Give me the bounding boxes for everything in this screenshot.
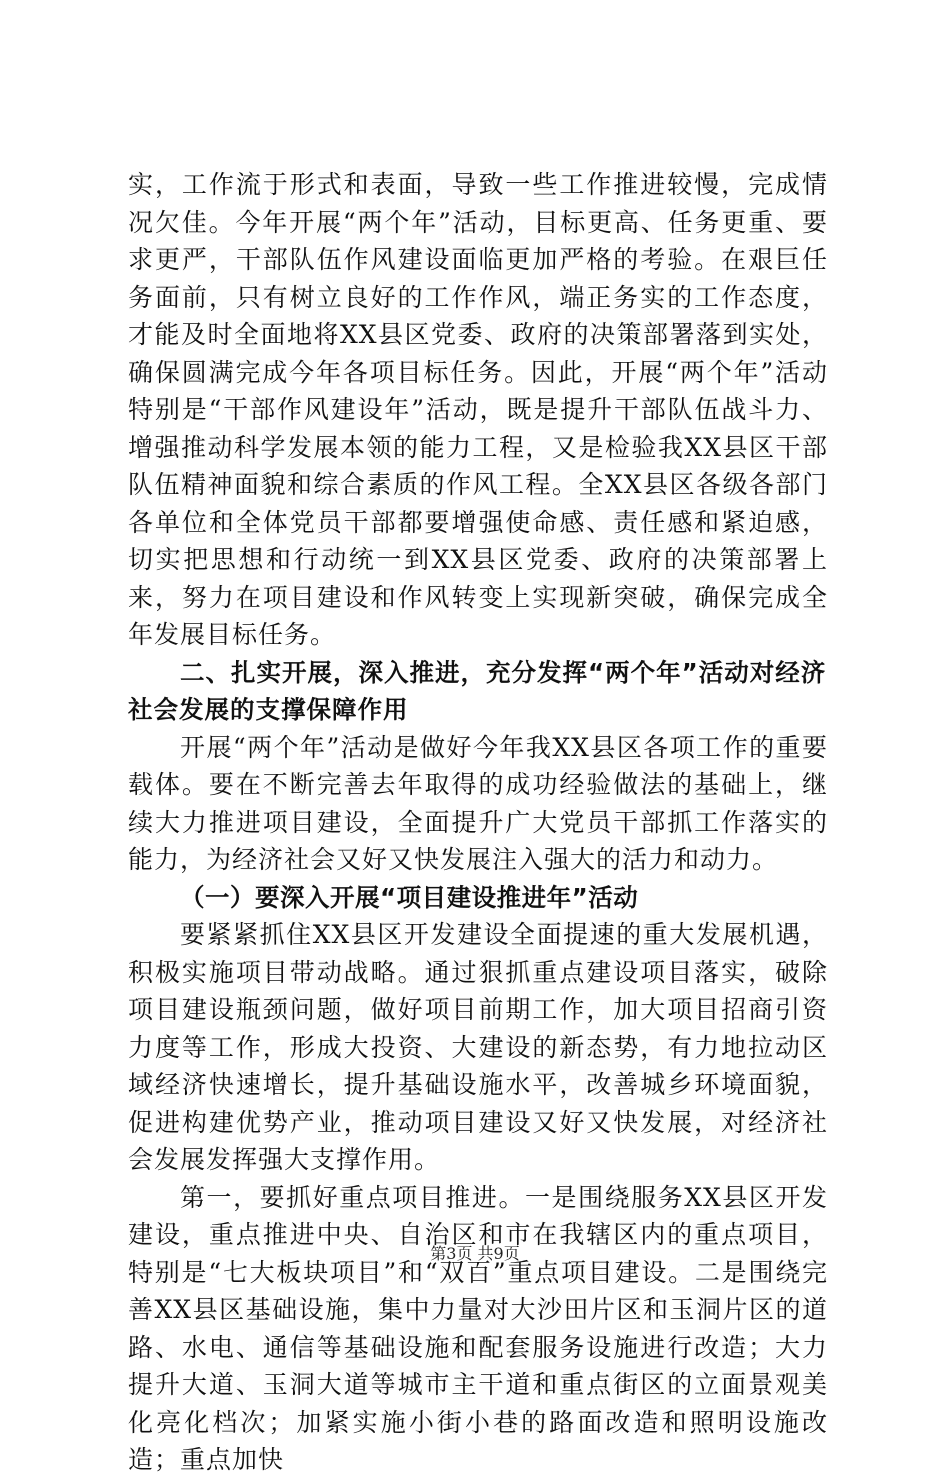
body-paragraph: 开展“两个年”活动是做好今年我XX县区各项工作的重要载体。要在不断完善去年取得的成功经验做法的基础上，继续大力推进项目建设，全面提升广大党员干部抓工作落实的能力，为经济社会又好又快发展注入强大的活力和动力。 xyxy=(128,732,828,874)
subsection-heading: （一）要深入开展“项目建设推进年”活动 xyxy=(180,882,639,912)
body-paragraph: 实，工作流于形式和表面，导致一些工作推进较慢，完成情况欠佳。今年开展“两个年”活动，目标更高、任务更重、要求更严，干部队伍作风建设面临更加严格的考验。在艰巨任务面前，只有树立良好的工作作风，端正务实的工作态度，才能及时全面地将XX县区党委、政府的决策部署落到实处，确保圆满完成今年各项目标任务。因此，开展“两个年”活动特别是“干部作风建设年”活动，既是提升干部队伍战斗力、增强推动科学发展本领的能力工程，又是检验我XX县区干部队伍精神面貌和综合素质的作风工程。全XX县区各级各部门各单位和全体党员干部都要增强使命感、责任感和紧迫感，切实把思想和行动统一到XX县区党委、政府的决策部署上来，努力在项目建设和作风转变上实现新突破，确保完成全年发展目标任务。 xyxy=(128,170,828,649)
body-paragraph: 要紧紧抓住XX县区开发建设全面提速的重大发展机遇，积极实施项目带动战略。通过狠抓重点建设项目落实，破除项目建设瓶颈问题，做好项目前期工作，加大项目招商引资力度等工作，形成大投资、大建设的新态势，有力地拉动区域经济快速增长，提升基础设施水平，改善城乡环境面貌，促进构建优势产业，推动项目建设又好又快发展，对经济社会发展发挥强大支撑作用。 xyxy=(128,920,828,1174)
page-footer: 第3页 共9页 xyxy=(430,1244,520,1263)
document-body xyxy=(128,166,828,1479)
section-heading: 二、扎实开展，深入推进，充分发挥“两个年”活动对经济社会发展的支撑保障作用 xyxy=(128,657,827,724)
body-paragraph: 第一，要抓好重点项目推进。一是围绕服务XX县区开发建设，重点推进中央、自治区和市在我辖区内的重点项目，特别是“七大板块项目”和“双百”重点项目建设。二是围绕完善XX县区基础设施，集中力量对大沙田片区和玉洞片区的道路、水电、通信等基础设施和配套服务设施进行改造；大力提升大道、玉洞大道等城市主干道和重点街区的立面景观美化亮化档次；加紧实施小街小巷的路面改造和照明设施改造；重点加快 xyxy=(128,1182,828,1474)
